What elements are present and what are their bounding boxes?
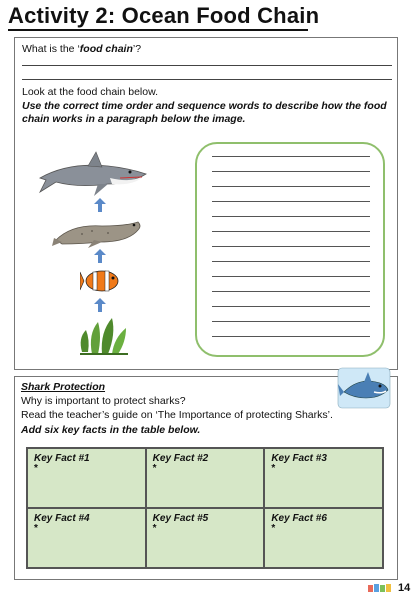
writing-line[interactable]	[212, 291, 370, 292]
shark-protection-heading: Shark Protection	[21, 381, 106, 393]
key-fact-label: Key Fact #4	[34, 513, 90, 524]
writing-line[interactable]	[212, 201, 370, 202]
writing-line[interactable]	[212, 336, 370, 337]
answer-line-2[interactable]	[22, 79, 392, 80]
paragraph-writing-panel[interactable]	[195, 142, 385, 357]
answer-line-1[interactable]	[22, 65, 392, 66]
key-fact-cell-6[interactable]	[264, 508, 383, 568]
title-underline	[8, 29, 308, 31]
writing-line[interactable]	[212, 156, 370, 157]
arrow-up-icon	[94, 298, 106, 312]
question-emphasis: food chain	[79, 43, 133, 55]
reading-instruction: Read the teacher’s guide on ‘The Importance of protecting Sharks’.	[21, 409, 333, 421]
key-fact-label: Key Fact #1	[34, 453, 90, 464]
key-fact-label: Key Fact #5	[152, 513, 209, 524]
key-fact-cell-3[interactable]	[264, 448, 383, 508]
key-fact-cell-2[interactable]	[146, 448, 265, 508]
clownfish-image	[80, 266, 124, 296]
seal-image	[52, 214, 144, 248]
food-chain-question	[22, 43, 141, 56]
writing-line[interactable]	[212, 231, 370, 232]
question-prefix: What is the ‘	[22, 43, 80, 55]
key-fact-bullet: *	[271, 523, 276, 534]
key-fact-cell-4[interactable]	[27, 508, 146, 568]
writing-line[interactable]	[212, 276, 370, 277]
publisher-logo-icon	[368, 583, 394, 593]
key-fact-bullet: *	[152, 523, 157, 534]
key-fact-bullet: *	[152, 463, 157, 474]
writing-line[interactable]	[212, 306, 370, 307]
instruction-text: Look at the food chain below.	[22, 86, 159, 98]
writing-line[interactable]	[212, 216, 370, 217]
key-fact-cell-5[interactable]	[146, 508, 265, 568]
key-fact-label: Key Fact #2	[152, 453, 209, 464]
page-number: 14	[398, 582, 411, 594]
writing-line[interactable]	[212, 186, 370, 187]
arrow-up-icon	[94, 249, 106, 263]
question-suffix: ’?	[132, 43, 142, 55]
task-line-2: chain works in a paragraph below the image.	[22, 113, 246, 125]
writing-line[interactable]	[212, 321, 370, 322]
key-fact-bullet: *	[271, 463, 276, 474]
key-facts-table	[26, 447, 384, 569]
shark-protection-question: Why is important to protect sharks?	[21, 395, 186, 407]
page-title: Activity 2: Ocean Food Chain	[8, 3, 320, 28]
shark-image	[38, 150, 150, 200]
writing-line[interactable]	[212, 246, 370, 247]
seaweed-image	[76, 312, 132, 356]
cartoon-shark-icon	[336, 366, 392, 410]
task-line-1: Use the correct time order and sequence words to describe how the food	[22, 100, 387, 112]
key-fact-bullet: *	[34, 523, 38, 534]
key-fact-label: Key Fact #6	[271, 513, 327, 524]
writing-line[interactable]	[212, 261, 370, 262]
arrow-up-icon	[94, 198, 106, 212]
key-fact-label: Key Fact #3	[271, 453, 327, 464]
writing-line[interactable]	[212, 171, 370, 172]
key-facts-task: Add six key facts in the table below.	[21, 424, 201, 436]
key-fact-bullet: *	[34, 463, 38, 474]
key-fact-cell-1[interactable]	[27, 448, 146, 508]
